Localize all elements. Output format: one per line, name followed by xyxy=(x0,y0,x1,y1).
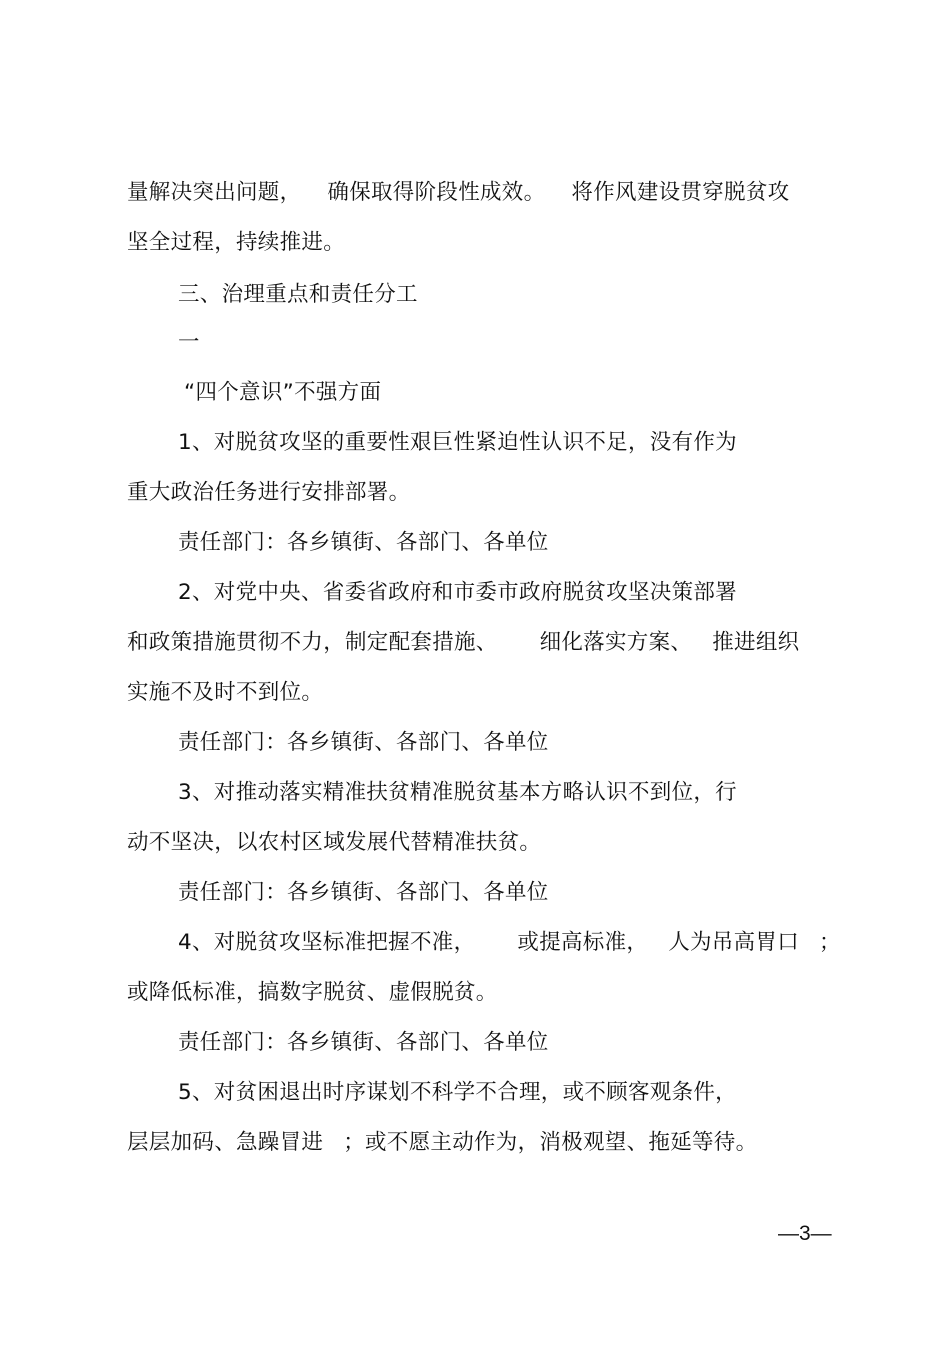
item-5-line-2-part2: ；或不愿主动作为，消极观望、拖延等待。 xyxy=(343,1130,758,1155)
intro-line-2: 坚全过程，持续推进。 xyxy=(127,230,346,255)
item-3-responsibility: 责任部门：各乡镇街、各部门、各单位 xyxy=(178,880,549,905)
intro-text-part1: 量解决突出问题， xyxy=(127,180,302,205)
item-2-line-2-part3: 推进组织 xyxy=(712,630,800,655)
item-2-line-2-part1: 和政策措施贯彻不力，制定配套措施、 xyxy=(127,630,498,655)
item-4-line-1-part4: ； xyxy=(819,930,841,955)
item-2-responsibility: 责任部门：各乡镇街、各部门、各单位 xyxy=(178,730,549,755)
item-2-line-1: 2、对党中央、省委省政府和市委市政府脱贫攻坚决策部署 xyxy=(178,580,737,605)
item-3-line-2: 动不坚决，以农村区域发展代替精准扶贫。 xyxy=(127,830,542,855)
item-1-line-1: 1、对脱贫攻坚的重要性艰巨性紧迫性认识不足，没有作为 xyxy=(178,430,737,455)
item-5-line-2-part1: 层层加码、急躁冒进 xyxy=(127,1130,324,1155)
item-4-line-2: 或降低标准，搞数字脱贫、虚假脱贫。 xyxy=(127,980,498,1005)
item-2-line-3: 实施不及时不到位。 xyxy=(127,680,324,705)
intro-text-part2: 确保取得阶段性成效。 xyxy=(327,180,546,205)
item-4-line-1 xyxy=(178,928,841,958)
item-1-line-2: 重大政治任务进行安排部署。 xyxy=(127,480,411,505)
intro-line-1 xyxy=(127,178,789,208)
item-4-line-1-part1: 4、对脱贫攻坚标准把握不准， xyxy=(178,930,476,955)
item-5-line-2 xyxy=(127,1128,757,1158)
item-2-line-2-part2: 细化落实方案、 xyxy=(539,630,693,655)
section-heading: 三、治理重点和责任分工 xyxy=(178,282,418,307)
intro-text-part3: 将作风建设贯穿脱贫攻 xyxy=(571,180,790,205)
item-5-line-1: 5、对贫困退出时序谋划不科学不合理，或不顾客观条件， xyxy=(178,1080,737,1105)
page-number: —3— xyxy=(778,1222,832,1245)
item-1-responsibility: 责任部门：各乡镇街、各部门、各单位 xyxy=(178,530,549,555)
item-4-line-1-part2: 或提高标准， xyxy=(517,930,649,955)
item-2-line-2 xyxy=(127,628,799,658)
subsection-title: “四个意识”不强方面 xyxy=(184,380,382,405)
item-4-line-1-part3: 人为吊高胃口 xyxy=(668,930,800,955)
subsection-number: 一 xyxy=(178,330,200,355)
item-3-line-1: 3、对推动落实精准扶贫精准脱贫基本方略认识不到位，行 xyxy=(178,780,737,805)
item-4-responsibility: 责任部门：各乡镇街、各部门、各单位 xyxy=(178,1030,549,1055)
